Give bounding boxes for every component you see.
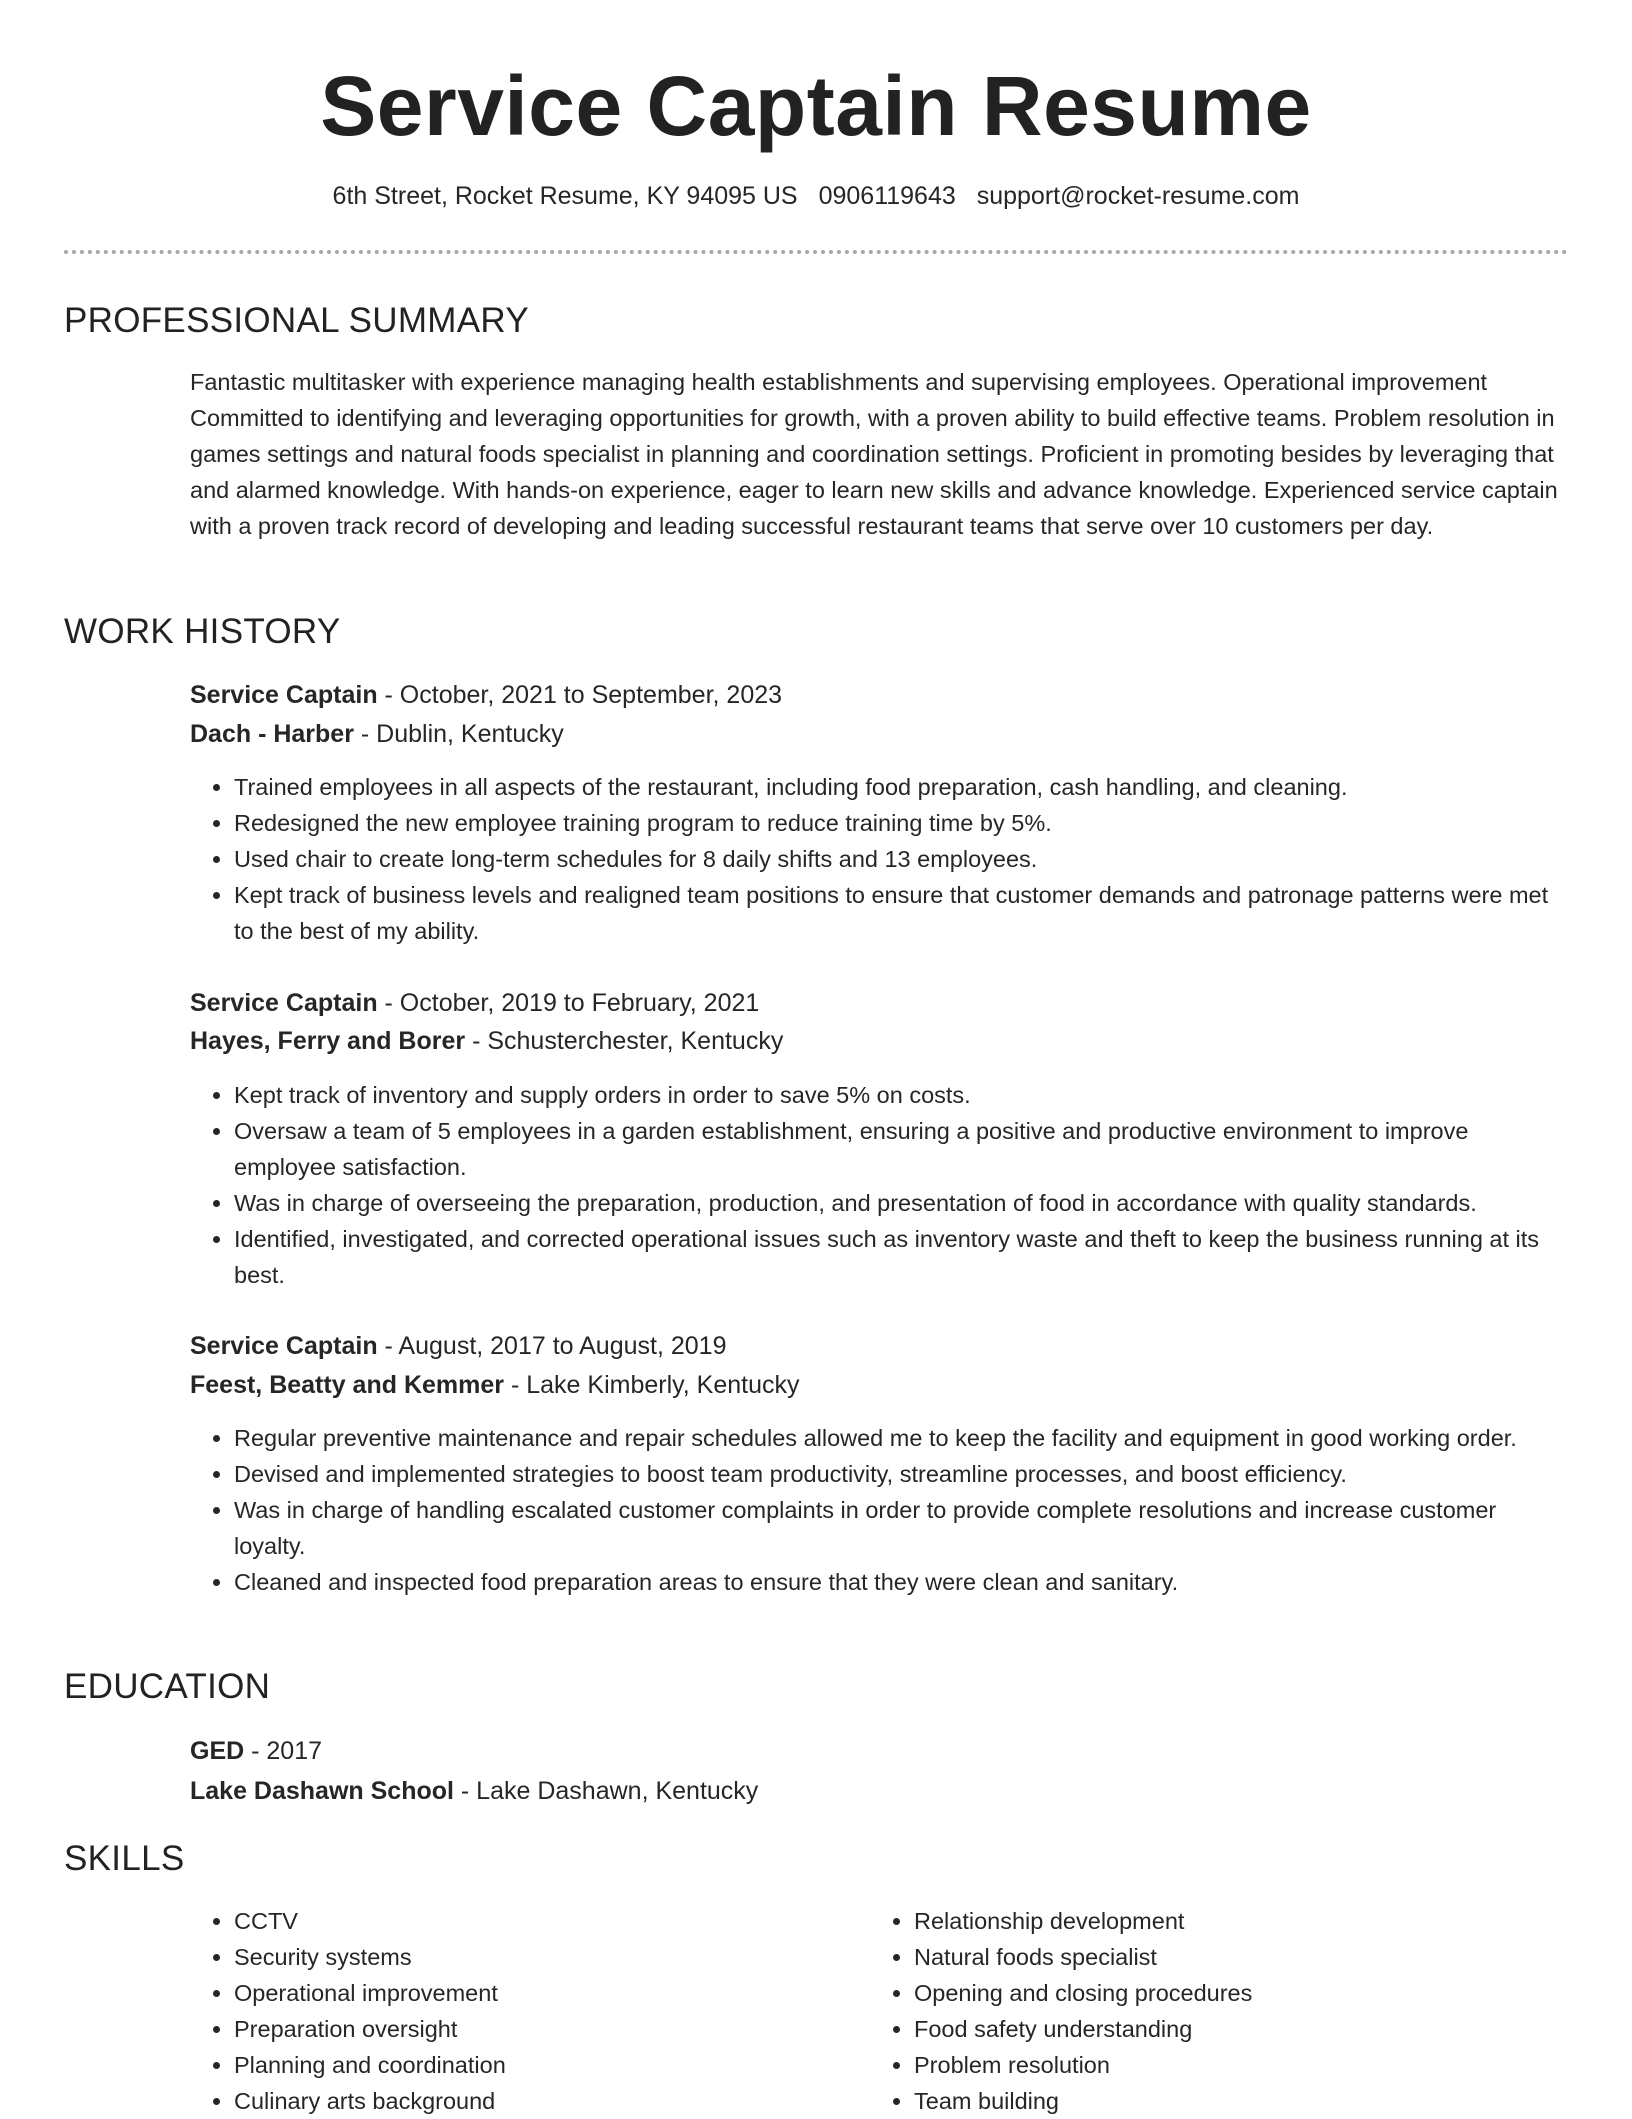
list-item: • Relationship development	[914, 1903, 1252, 1939]
list-item: • Food safety understanding	[914, 2011, 1252, 2047]
header-divider	[64, 250, 1568, 254]
list-item: • Trained employees in all aspects of the restaurant, including food preparation, cash handling, and cleaning.	[234, 769, 1570, 805]
list-item: • Used chair to create long-term schedules for 8 daily shifts and 13 employees.	[234, 841, 1570, 877]
education-heading: EDUCATION	[64, 1667, 271, 1706]
list-item: • Problem resolution	[914, 2047, 1252, 2083]
education-year: - 2017	[244, 1737, 323, 1765]
skills-list-right	[870, 1903, 1252, 2119]
contact-phone: 0906119643	[818, 182, 956, 210]
list-item: • Redesigned the new employee training program to reduce training time by 5%.	[234, 805, 1570, 841]
contact-address: 6th Street, Rocket Resume, KY 94095 US	[332, 182, 798, 210]
work-history-heading: WORK HISTORY	[64, 612, 341, 651]
resume-title: Service Captain Resume	[320, 59, 1312, 153]
list-item: • Cleaned and inspected food preparation areas to ensure that they were clean and sanitary.	[234, 1564, 1570, 1600]
summary-heading: PROFESSIONAL SUMMARY	[64, 301, 529, 340]
summary-text: Fantastic multitasker with experience managing health establishments and supervising employees. Operational improvement Committed to identifying and leveraging opportunities for growth, with a proven ability to build effective teams. Problem resolution in games settings and natural foods specialist in planning and coordination settings. Proficient in promoting besides by leveraging that and alarmed knowledge. With hands-on experience, eager to learn new skills and advance knowledge. Experienced service captain with a proven track record of developing and leading successful restaurant teams that serve over 10 customers per day.	[190, 369, 1558, 539]
job-1-role: Service Captain	[190, 681, 378, 709]
job-1-dates: - October, 2021 to September, 2023	[377, 681, 783, 709]
skills-heading: SKILLS	[64, 1839, 185, 1878]
list-item: • Kept track of inventory and supply orders in order to save 5% on costs.	[234, 1077, 1570, 1113]
list-item: • Security systems	[234, 1939, 506, 1975]
job-3-company: Feest, Beatty and Kemmer	[190, 1371, 505, 1399]
list-item: • Planning and coordination	[234, 2047, 506, 2083]
job-3-role: Service Captain	[190, 1332, 378, 1360]
list-item: • Opening and closing procedures	[914, 1975, 1252, 2011]
job-2-location: - Schusterchester, Kentucky	[465, 1027, 784, 1055]
list-item: • Operational improvement	[234, 1975, 506, 2011]
job-1-company-line	[190, 714, 564, 754]
list-item: • Natural foods specialist	[914, 1939, 1252, 1975]
job-1-title-line	[190, 675, 782, 715]
education-school: Lake Dashawn School	[190, 1777, 454, 1805]
job-1-company: Dach - Harber	[190, 720, 354, 748]
job-3-bullets	[190, 1420, 1570, 1600]
job-1-bullets	[190, 769, 1570, 949]
list-item: • Identified, investigated, and corrected operational issues such as inventory waste and theft to keep the business running at its best.	[234, 1221, 1570, 1293]
job-3-company-line	[190, 1365, 800, 1405]
list-item: • Preparation oversight	[234, 2011, 506, 2047]
skills-list-left	[190, 1903, 506, 2119]
job-2-company: Hayes, Ferry and Borer	[190, 1027, 466, 1055]
education-degree: GED	[190, 1737, 245, 1765]
job-3-title-line	[190, 1326, 726, 1366]
job-2-role: Service Captain	[190, 989, 378, 1017]
list-item: • Devised and implemented strategies to boost team productivity, streamline processes, and boost efficiency.	[234, 1456, 1570, 1492]
resume-page	[64, 0, 1568, 2114]
job-2-dates: - October, 2019 to February, 2021	[377, 989, 760, 1017]
list-item: • Oversaw a team of 5 employees in a garden establishment, ensuring a positive and productive environment to improve employee satisfaction.	[234, 1113, 1570, 1185]
education-degree-line	[190, 1731, 322, 1771]
list-item: • Kept track of business levels and realigned team positions to ensure that customer demands and patronage patterns were met to the best of my ability.	[234, 877, 1570, 949]
list-item: • Culinary arts background	[234, 2083, 506, 2119]
job-2-company-line	[190, 1021, 783, 1061]
job-1-location: - Dublin, Kentucky	[353, 720, 564, 748]
list-item: • CCTV	[234, 1903, 506, 1939]
list-item: • Team building	[914, 2083, 1252, 2119]
list-item: • Was in charge of overseeing the preparation, production, and presentation of food in accordance with quality standards.	[234, 1185, 1570, 1221]
job-3-location: - Lake Kimberly, Kentucky	[504, 1371, 800, 1399]
list-item: • Regular preventive maintenance and repair schedules allowed me to keep the facility and equipment in good working order.	[234, 1420, 1570, 1456]
contact-line	[64, 180, 1568, 212]
job-2-bullets	[190, 1077, 1570, 1293]
education-location: - Lake Dashawn, Kentucky	[453, 1777, 759, 1805]
job-2-title-line	[190, 983, 759, 1023]
education-school-line	[190, 1771, 758, 1811]
list-item: • Was in charge of handling escalated customer complaints in order to provide complete resolutions and increase customer loyalty.	[234, 1492, 1570, 1564]
contact-email: support@rocket-resume.com	[976, 182, 1300, 210]
job-3-dates: - August, 2017 to August, 2019	[377, 1332, 727, 1360]
